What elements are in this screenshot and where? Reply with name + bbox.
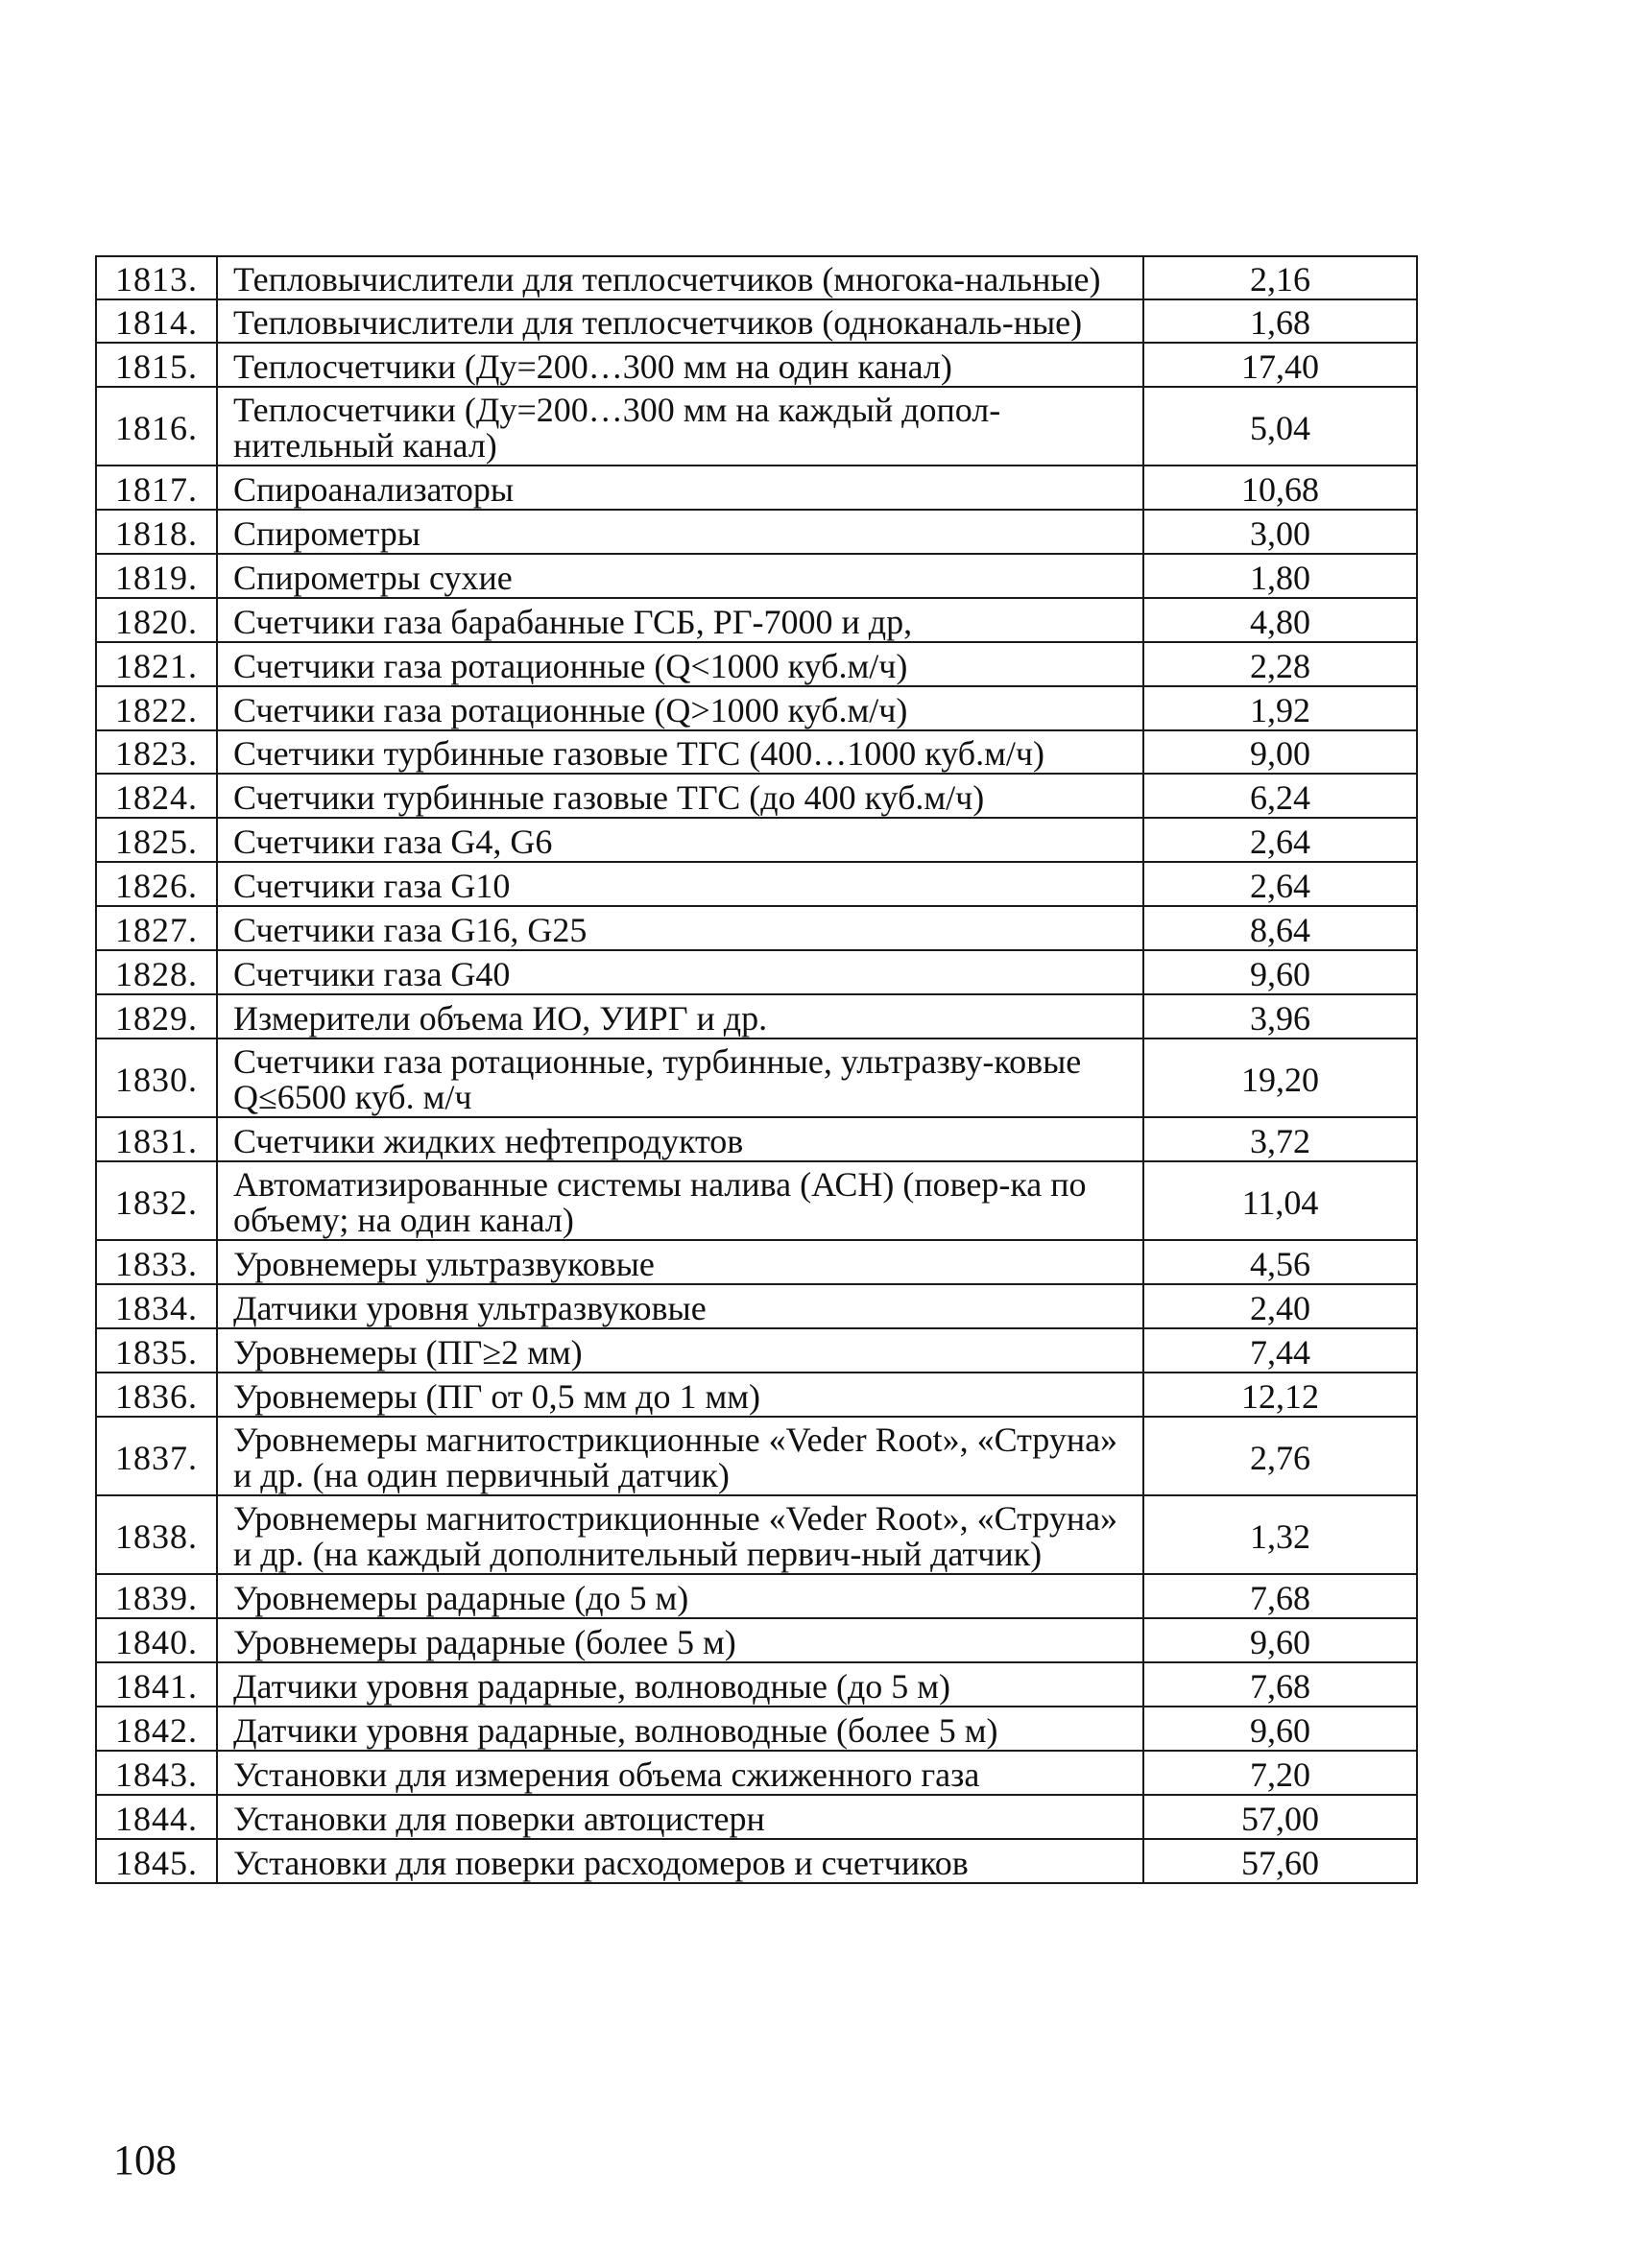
item-value: 19,20 [1143, 1039, 1417, 1117]
row-number: 1838. [96, 1495, 217, 1574]
table-row [96, 906, 1417, 950]
row-number: 1837. [96, 1417, 217, 1495]
item-name: Уровнемеры радарные (более 5 м) [217, 1618, 1143, 1662]
item-value: 3,00 [1143, 510, 1417, 554]
table-row [96, 1284, 1417, 1328]
item-name: Уровнемеры магнитострикционные «Veder Root», «Струна» и др. (на один первичный датчик) [217, 1417, 1143, 1495]
item-value: 1,80 [1143, 554, 1417, 598]
row-number: 1841. [96, 1662, 217, 1707]
item-name: Счетчики газа барабанные ГСБ, РГ-7000 и др, [217, 598, 1143, 642]
table-row [96, 994, 1417, 1039]
table-row [96, 818, 1417, 862]
table-row [96, 299, 1417, 343]
item-name: Счетчики газа G4, G6 [217, 818, 1143, 862]
row-number: 1823. [96, 730, 217, 774]
price-table-container [95, 255, 1416, 1884]
table-row [96, 1039, 1417, 1117]
table-row [96, 466, 1417, 510]
item-value: 9,00 [1143, 730, 1417, 774]
item-name: Счетчики турбинные газовые ТГС (400…1000 куб.м/ч) [217, 730, 1143, 774]
table-row [96, 950, 1417, 994]
item-value: 11,04 [1143, 1161, 1417, 1240]
row-number: 1843. [96, 1751, 217, 1795]
item-name: Счетчики жидких нефтепродуктов [217, 1117, 1143, 1161]
item-name: Теплосчетчики (Ду=200…300 мм на один канал) [217, 343, 1143, 387]
item-name: Счетчики газа G16, G25 [217, 906, 1143, 950]
item-value: 2,28 [1143, 642, 1417, 686]
row-number: 1814. [96, 299, 217, 343]
item-name: Теплосчетчики (Ду=200…300 мм на каждый допол-нительный канал) [217, 387, 1143, 466]
row-number: 1824. [96, 774, 217, 818]
item-name: Датчики уровня радарные, волноводные (до 5 м) [217, 1662, 1143, 1707]
item-value: 2,64 [1143, 862, 1417, 906]
item-value: 9,60 [1143, 1707, 1417, 1751]
table-row [96, 1328, 1417, 1373]
row-number: 1818. [96, 510, 217, 554]
item-value: 12,12 [1143, 1373, 1417, 1417]
item-value: 9,60 [1143, 950, 1417, 994]
table-row [96, 1707, 1417, 1751]
row-number: 1830. [96, 1039, 217, 1117]
row-number: 1827. [96, 906, 217, 950]
table-row [96, 1618, 1417, 1662]
row-number: 1829. [96, 994, 217, 1039]
item-name: Уровнемеры (ПГ от 0,5 мм до 1 мм) [217, 1373, 1143, 1417]
item-name: Спироанализаторы [217, 466, 1143, 510]
item-value: 3,72 [1143, 1117, 1417, 1161]
page-number: 108 [113, 2137, 177, 2184]
item-value: 2,16 [1143, 256, 1417, 299]
item-value: 1,68 [1143, 299, 1417, 343]
table-row [96, 1839, 1417, 1883]
table-row [96, 862, 1417, 906]
item-name: Уровнемеры радарные (до 5 м) [217, 1574, 1143, 1618]
item-name: Установки для поверки автоцистерн [217, 1795, 1143, 1839]
item-value: 17,40 [1143, 343, 1417, 387]
table-row [96, 1495, 1417, 1574]
table-row [96, 1417, 1417, 1495]
row-number: 1820. [96, 598, 217, 642]
table-row [96, 1795, 1417, 1839]
item-value: 10,68 [1143, 466, 1417, 510]
item-value: 1,92 [1143, 686, 1417, 730]
item-name: Счетчики газа G10 [217, 862, 1143, 906]
row-number: 1840. [96, 1618, 217, 1662]
row-number: 1831. [96, 1117, 217, 1161]
row-number: 1813. [96, 256, 217, 299]
item-value: 4,80 [1143, 598, 1417, 642]
table-row [96, 387, 1417, 466]
item-value: 57,60 [1143, 1839, 1417, 1883]
row-number: 1836. [96, 1373, 217, 1417]
row-number: 1832. [96, 1161, 217, 1240]
table-row [96, 554, 1417, 598]
row-number: 1821. [96, 642, 217, 686]
item-name: Датчики уровня ультразвуковые [217, 1284, 1143, 1328]
row-number: 1816. [96, 387, 217, 466]
row-number: 1842. [96, 1707, 217, 1751]
item-name: Установки для измерения объема сжиженного газа [217, 1751, 1143, 1795]
table-row [96, 686, 1417, 730]
table-row [96, 256, 1417, 299]
item-name: Счетчики газа ротационные, турбинные, ультразву-ковые Q≤6500 куб. м/ч [217, 1039, 1143, 1117]
table-row [96, 598, 1417, 642]
table-row [96, 343, 1417, 387]
table-row [96, 1751, 1417, 1795]
item-value: 7,44 [1143, 1328, 1417, 1373]
table-row [96, 510, 1417, 554]
row-number: 1844. [96, 1795, 217, 1839]
item-value: 8,64 [1143, 906, 1417, 950]
item-value: 4,56 [1143, 1240, 1417, 1284]
row-number: 1826. [96, 862, 217, 906]
row-number: 1839. [96, 1574, 217, 1618]
row-number: 1835. [96, 1328, 217, 1373]
item-value: 9,60 [1143, 1618, 1417, 1662]
table-row [96, 642, 1417, 686]
table-row [96, 1240, 1417, 1284]
item-value: 2,40 [1143, 1284, 1417, 1328]
row-number: 1833. [96, 1240, 217, 1284]
item-value: 7,68 [1143, 1574, 1417, 1618]
item-value: 1,32 [1143, 1495, 1417, 1574]
item-name: Счетчики газа G40 [217, 950, 1143, 994]
price-table [95, 255, 1418, 1884]
row-number: 1815. [96, 343, 217, 387]
row-number: 1819. [96, 554, 217, 598]
item-name: Уровнемеры ультразвуковые [217, 1240, 1143, 1284]
item-name: Спирометры сухие [217, 554, 1143, 598]
item-name: Автоматизированные системы налива (АСН) (повер-ка по объему; на один канал) [217, 1161, 1143, 1240]
item-value: 57,00 [1143, 1795, 1417, 1839]
table-row [96, 1117, 1417, 1161]
item-value: 5,04 [1143, 387, 1417, 466]
item-name: Датчики уровня радарные, волноводные (более 5 м) [217, 1707, 1143, 1751]
row-number: 1822. [96, 686, 217, 730]
item-name: Счетчики турбинные газовые ТГС (до 400 куб.м/ч) [217, 774, 1143, 818]
row-number: 1825. [96, 818, 217, 862]
item-name: Установки для поверки расходомеров и счетчиков [217, 1839, 1143, 1883]
table-row [96, 1574, 1417, 1618]
item-name: Счетчики газа ротационные (Q<1000 куб.м/ч) [217, 642, 1143, 686]
item-name: Уровнемеры магнитострикционные «Veder Root», «Струна» и др. (на каждый дополнительный первич-ный датчик) [217, 1495, 1143, 1574]
item-name: Уровнемеры (ПГ≥2 мм) [217, 1328, 1143, 1373]
item-name: Спирометры [217, 510, 1143, 554]
item-value: 2,76 [1143, 1417, 1417, 1495]
table-row [96, 1373, 1417, 1417]
table-row [96, 1662, 1417, 1707]
table-row [96, 1161, 1417, 1240]
row-number: 1834. [96, 1284, 217, 1328]
item-name: Тепловычислители для теплосчетчиков (многока-нальные) [217, 256, 1143, 299]
item-value: 7,68 [1143, 1662, 1417, 1707]
row-number: 1845. [96, 1839, 217, 1883]
item-name: Счетчики газа ротационные (Q>1000 куб.м/ч) [217, 686, 1143, 730]
table-row [96, 730, 1417, 774]
item-value: 6,24 [1143, 774, 1417, 818]
item-name: Тепловычислители для теплосчетчиков (одноканаль-ные) [217, 299, 1143, 343]
item-value: 2,64 [1143, 818, 1417, 862]
item-value: 7,20 [1143, 1751, 1417, 1795]
row-number: 1817. [96, 466, 217, 510]
row-number: 1828. [96, 950, 217, 994]
item-name: Измерители объема ИО, УИРГ и др. [217, 994, 1143, 1039]
item-value: 3,96 [1143, 994, 1417, 1039]
table-row [96, 774, 1417, 818]
